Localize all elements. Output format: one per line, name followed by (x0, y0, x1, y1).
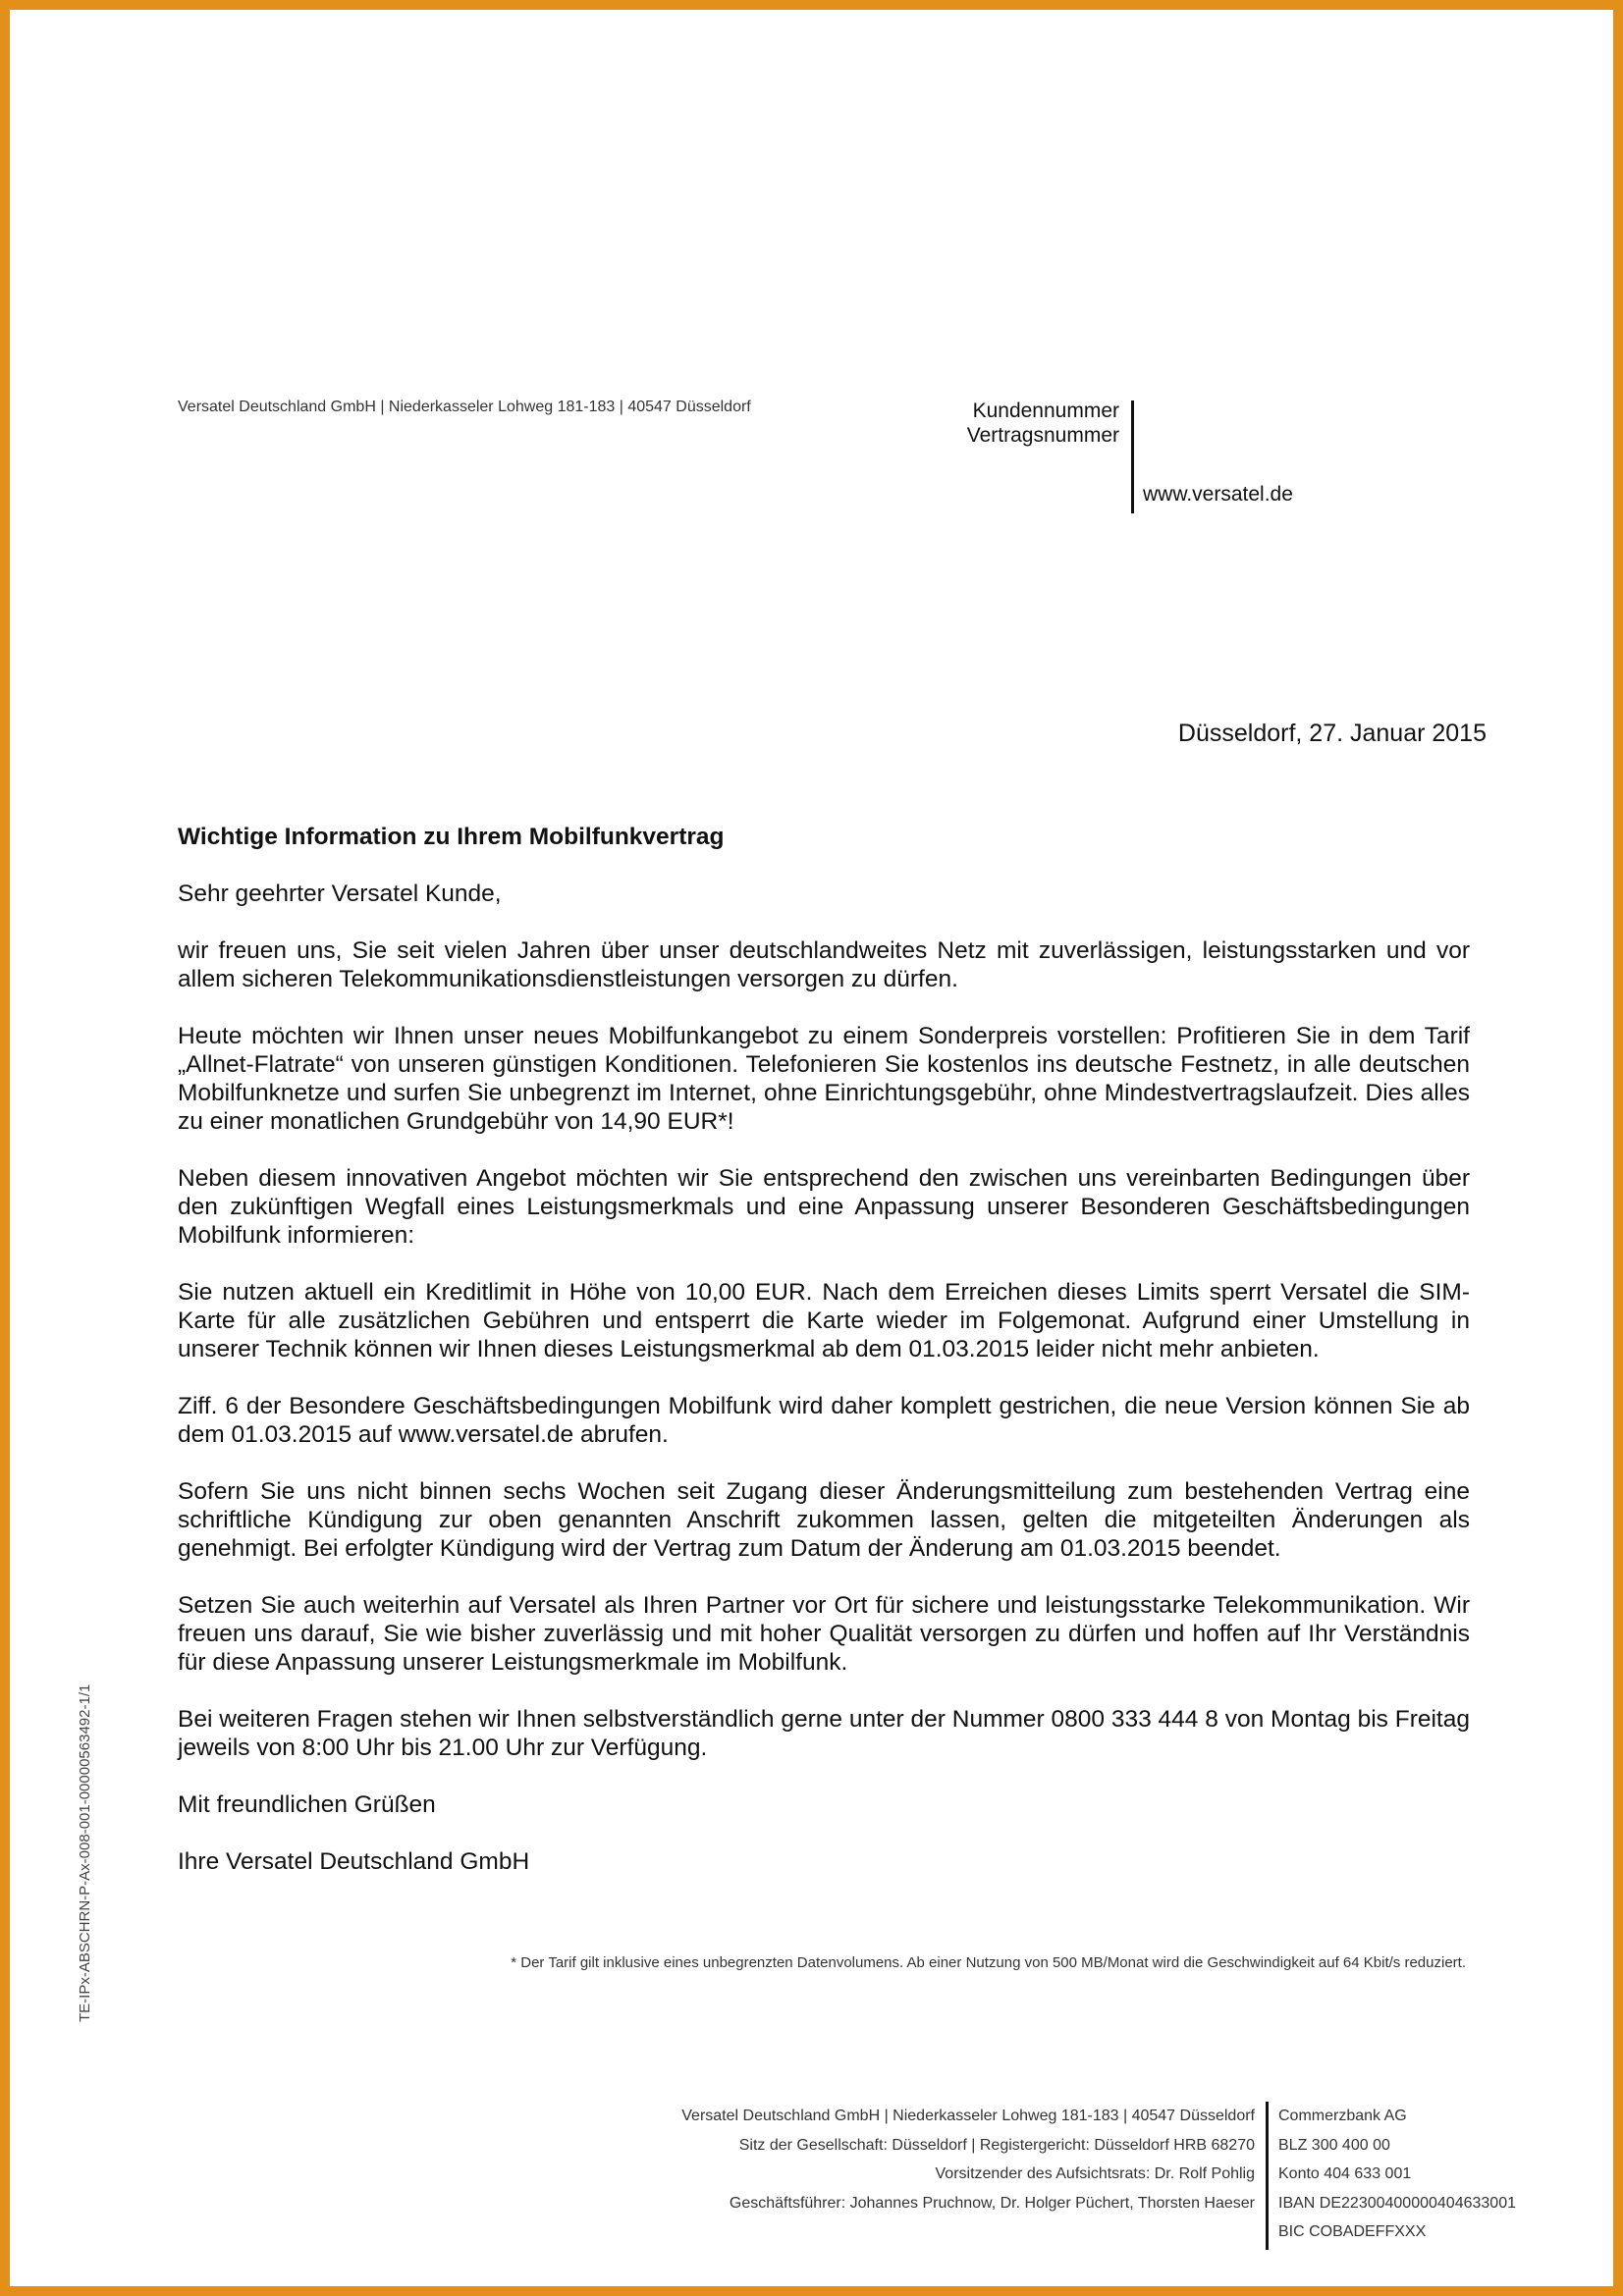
footer-divider (1266, 2102, 1269, 2250)
letter-subject: Wichtige Information zu Ihrem Mobilfunkvertrag (178, 824, 725, 850)
contract-number-label: Vertragsnummer (966, 424, 1119, 447)
side-reference-code: TE-IPx-ABSCHRN-P-Ax-008-001-00000563492-1/1 (77, 1683, 93, 2022)
footer-line: Versatel Deutschland GmbH | Niederkasseler Lohweg 181-183 | 40547 Düsseldorf (681, 2108, 1255, 2124)
paragraph: Neben diesem innovativen Angebot möchten wir Sie entsprechend den zwischen uns vereinbarten Bedingungen über den zukünftigen Wegfall eines Leistungsmerkmals und eine Anpassung unserer Besonderen Geschäftsbedingungen Mobilfunk informieren: (178, 1165, 1470, 1249)
letter-body (178, 823, 1470, 1904)
paragraph: Sofern Sie uns nicht binnen sechs Wochen seit Zugang dieser Änderungsmitteilung zum bestehenden Vertrag eine schriftliche Kündigung zur oben genannten Anschrift zukommen lassen, gelten die mitgeteilten Änderungen als genehmigt. Bei erfolgter Kündigung wird der Vertrag zum Datum der Änderung am 01.03.2015 beendet. (178, 1478, 1470, 1562)
footer-company-info (550, 2102, 1255, 2217)
footer-line: Sitz der Gesellschaft: Düsseldorf | Registergericht: Düsseldorf HRB 68270 (738, 2136, 1255, 2154)
closing: Mit freundlichen Grüßen (178, 1791, 436, 1818)
paragraph: Heute möchten wir Ihnen unser neues Mobilfunkangebot zu einem Sonderpreis vorstellen: Profitieren Sie in dem Tarif „Allnet-Flatrate“ von unseren günstigen Konditionen. Telefonieren Sie kostenlos ins deutsche Festnetz, in alle deutschen Mobilfunknetze und surfen Sie unbegrenzt im Internet, ohne Einrichtungsgebühr, ohne Mindestvertragslaufzeit. Dies alles zu einer monatlichen Grundgebühr von 14,90 EUR*! (178, 1023, 1470, 1135)
customer-number-label: Kundennummer (972, 400, 1119, 422)
paragraph: Setzen Sie auch weiterhin auf Versatel als Ihren Partner vor Ort für sichere und leistungsstarke Telekommunikation. Wir freuen uns darauf, Sie wie bisher zuverlässig und mit hoher Qualität versorgen zu dürfen und hoffen auf Ihr Verständnis für diese Anpassung unserer Leistungsmerkmale im Mobilfunk. (178, 1592, 1470, 1676)
signature: Ihre Versatel Deutschland GmbH (178, 1848, 530, 1875)
letter-date: Düsseldorf, 27. Januar 2015 (1177, 720, 1487, 747)
bank-line: Commerzbank AG (1278, 2108, 1407, 2124)
bank-line: Konto 404 633 001 (1278, 2165, 1412, 2182)
footer-line: Geschäftsführer: Johannes Pruchnow, Dr. Holger Püchert, Thorsten Haeser (729, 2194, 1255, 2212)
website-link[interactable]: www.versatel.de (1143, 483, 1293, 506)
paragraph: Sie nutzen aktuell ein Kreditlimit in Höhe von 10,00 EUR. Nach dem Erreichen dieses Limits sperrt Versatel die SIM-Karte für alle zusätzlichen Gebühren und entsperrt die Karte wieder im Folgemonat. Aufgrund einer Umstellung in unserer Technik können wir Ihnen dieses Leistungsmerkmal ab dem 01.03.2015 leider nicht mehr anbieten. (178, 1279, 1470, 1362)
footer-bank-info (1278, 2102, 1516, 2247)
vertical-divider (1131, 400, 1134, 513)
salutation: Sehr geehrter Versatel Kunde, (178, 881, 502, 907)
tariff-footnote: * Der Tarif gilt inklusive eines unbegrenzten Datenvolumens. Ab einer Nutzung von 500 MB/Monat wird die Geschwindigkeit auf 64 Kbit/s reduziert. (511, 1954, 1466, 1971)
bank-line: BIC COBADEFFXXX (1278, 2223, 1427, 2240)
paragraph: wir freuen uns, Sie seit vielen Jahren über unser deutschlandweites Netz mit zuverlässigen, leistungsstarken und vor allem sicheren Telekommunikationsdienstleistungen versorgen zu dürfen. (178, 937, 1470, 992)
sender-address-line: Versatel Deutschland GmbH | Niederkasseler Lohweg 181-183 | 40547 Düsseldorf (178, 399, 751, 415)
bank-line: BLZ 300 400 00 (1278, 2136, 1390, 2154)
paragraph: Ziff. 6 der Besondere Geschäftsbedingungen Mobilfunk wird daher komplett gestrichen, die neue Version können Sie ab dem 01.03.2015 auf www.versatel.de abrufen. (178, 1393, 1470, 1448)
reference-labels (943, 399, 1119, 448)
paragraph: Bei weiteren Fragen stehen wir Ihnen selbstverständlich gerne unter der Nummer 0800 333 444 8 von Montag bis Freitag jeweils von 8:00 Uhr bis 21.00 Uhr zur Verfügung. (178, 1706, 1470, 1761)
bank-line: IBAN DE22300400000404633001 (1278, 2194, 1516, 2212)
footer-line: Vorsitzender des Aufsichtsrats: Dr. Rolf Pohlig (935, 2165, 1255, 2182)
